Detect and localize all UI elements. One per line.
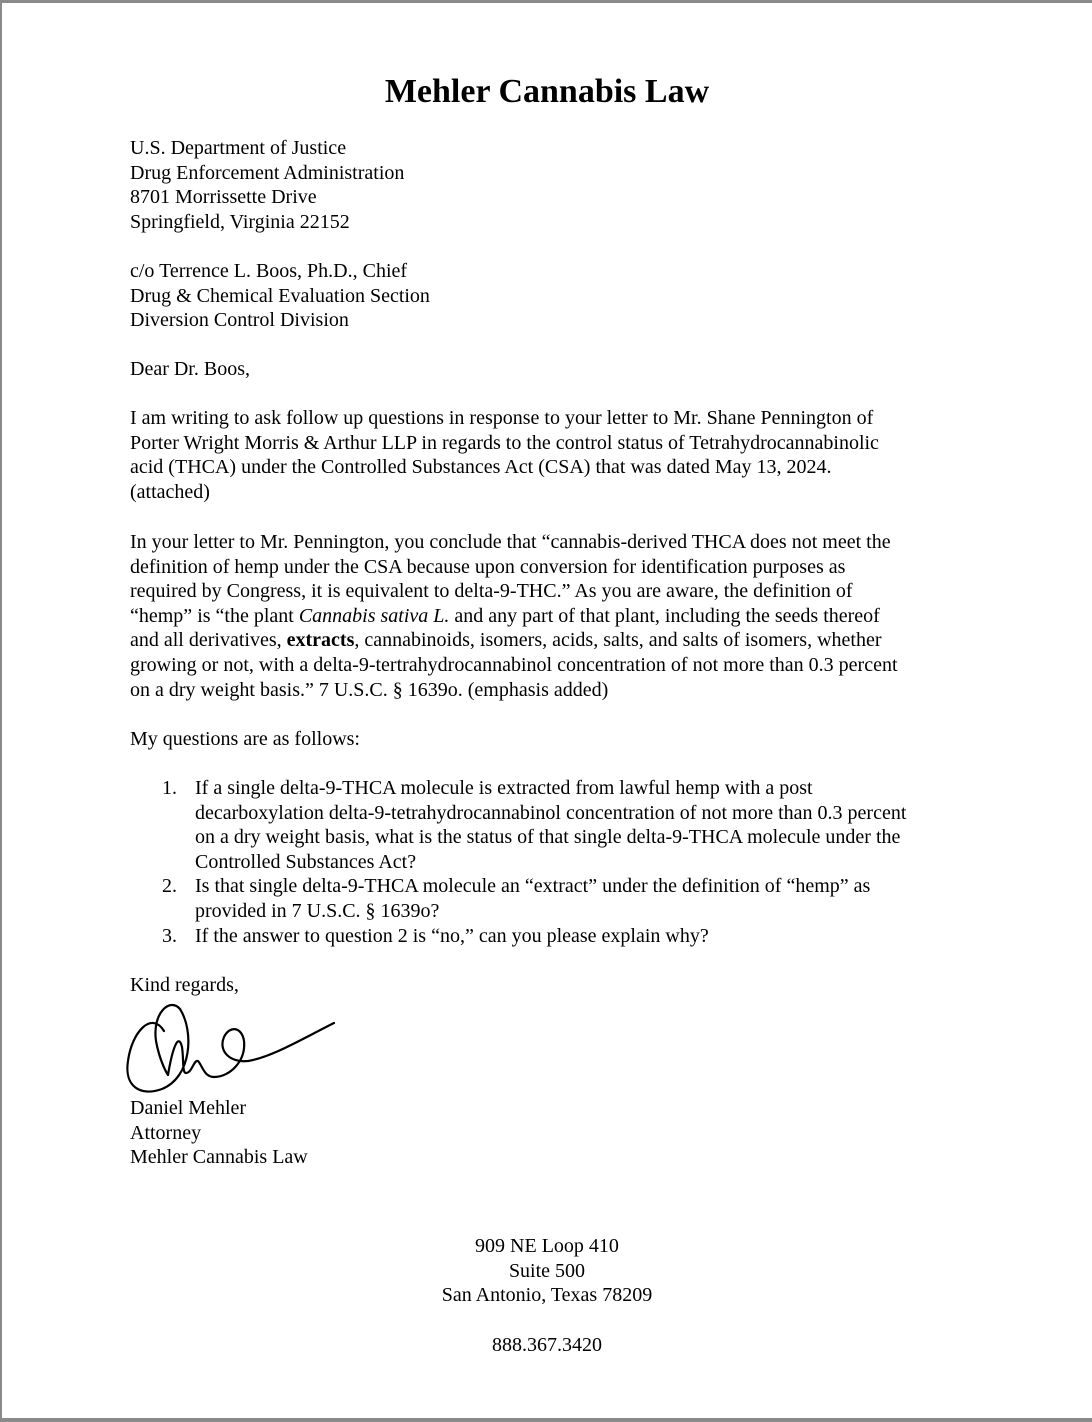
definition-paragraph (130, 530, 970, 702)
paragraph-line: on a dry weight basis.” 7 U.S.C. § 1639o. (emphasis added) (130, 678, 609, 701)
attention-block (130, 259, 970, 333)
paragraph-line (130, 628, 970, 653)
questions-intro (130, 727, 970, 752)
text-run: , cannabinoids, isomers, acids, salts, and salts of isomers, whether (354, 629, 882, 652)
salutation (130, 357, 970, 382)
signature-block (130, 1096, 970, 1170)
paragraph-line: required by Congress, it is equivalent to delta-9-THC.” As you are aware, the definition of (130, 580, 853, 603)
signature-icon (122, 1001, 342, 1097)
question-line: provided in 7 U.S.C. § 1639o? (195, 899, 440, 922)
question-number: 3. (162, 924, 177, 947)
bold-emphasis: extracts (286, 629, 355, 652)
attention-line: Diversion Control Division (130, 309, 349, 332)
footer-address-line: Suite 500 (508, 1259, 586, 1282)
intro-paragraph (130, 406, 970, 504)
letter-page (2, 3, 1092, 1418)
paragraph-line: growing or not, with a delta-9-tertrahydrocannabinol concentration of not more than 0.3 percent (130, 653, 898, 676)
text-run: and all derivatives, (130, 629, 287, 652)
footer-phone (2, 1333, 1092, 1358)
letterhead-title: Mehler Cannabis Law (384, 73, 710, 110)
recipient-address (130, 136, 970, 234)
questions-list (130, 776, 970, 948)
footer-phone-text: 888.367.3420 (492, 1334, 602, 1356)
question-number: 1. (162, 777, 177, 799)
attention-line: c/o Terrence L. Boos, Ph.D., Chief (130, 260, 408, 282)
salutation-text: Dear Dr. Boos, (130, 358, 250, 380)
signer-firm: Mehler Cannabis Law (130, 1146, 308, 1169)
question-line: If the answer to question 2 is “no,” can you please explain why? (195, 924, 709, 947)
closing (130, 973, 970, 998)
question-item (130, 776, 970, 874)
attention-line: Drug & Chemical Evaluation Section (130, 284, 430, 307)
closing-text: Kind regards, (130, 974, 239, 996)
footer-address-line: 909 NE Loop 410 (475, 1235, 619, 1257)
question-line: If a single delta-9-THCA molecule is extracted from lawful hemp with a post (195, 777, 813, 799)
questions-intro-text: My questions are as follows: (130, 728, 360, 750)
footer-address-line: San Antonio, Texas 78209 (441, 1284, 653, 1307)
paragraph-line: Porter Wright Morris & Arthur LLP in regards to the control status of Tetrahydrocannabinolic (130, 431, 879, 454)
question-number: 2. (162, 875, 177, 898)
recipient-line: Springfield, Virginia 22152 (130, 210, 350, 233)
italic-species-name: Cannabis sativa L. (298, 604, 450, 627)
paragraph-line: I am writing to ask follow up questions in response to your letter to Mr. Shane Pennington of (130, 407, 874, 429)
question-item (130, 874, 970, 923)
paragraph-line (130, 604, 970, 629)
text-run: and any part of that plant, including the seeds thereof (449, 604, 880, 627)
recipient-line: U.S. Department of Justice (130, 137, 347, 159)
question-item (130, 924, 970, 949)
question-line: on a dry weight basis, what is the status of that single delta-9-THCA molecule under the (195, 826, 901, 849)
footer-address (2, 1234, 1092, 1308)
recipient-line: 8701 Morrissette Drive (130, 186, 317, 209)
paragraph-line: definition of hemp under the CSA because upon conversion for identification purposes as (130, 555, 846, 578)
signer-title: Attorney (130, 1121, 202, 1144)
signer-name: Daniel Mehler (130, 1097, 247, 1119)
text-run: “hemp” is “the plant (130, 604, 299, 627)
question-line: decarboxylation delta-9-tetrahydrocannabinol concentration of not more than 0.3 percent (195, 801, 907, 824)
paragraph-line: acid (THCA) under the Controlled Substances Act (CSA) that was dated May 13, 2024. (130, 456, 832, 479)
question-line: Controlled Substances Act? (195, 850, 417, 873)
recipient-line: Drug Enforcement Administration (130, 161, 405, 184)
question-line: Is that single delta-9-THCA molecule an “extract” under the definition of “hemp” as (195, 875, 871, 898)
paragraph-line: In your letter to Mr. Pennington, you conclude that “cannabis-derived THCA does not meet the (130, 531, 891, 553)
paragraph-line: (attached) (130, 480, 210, 503)
